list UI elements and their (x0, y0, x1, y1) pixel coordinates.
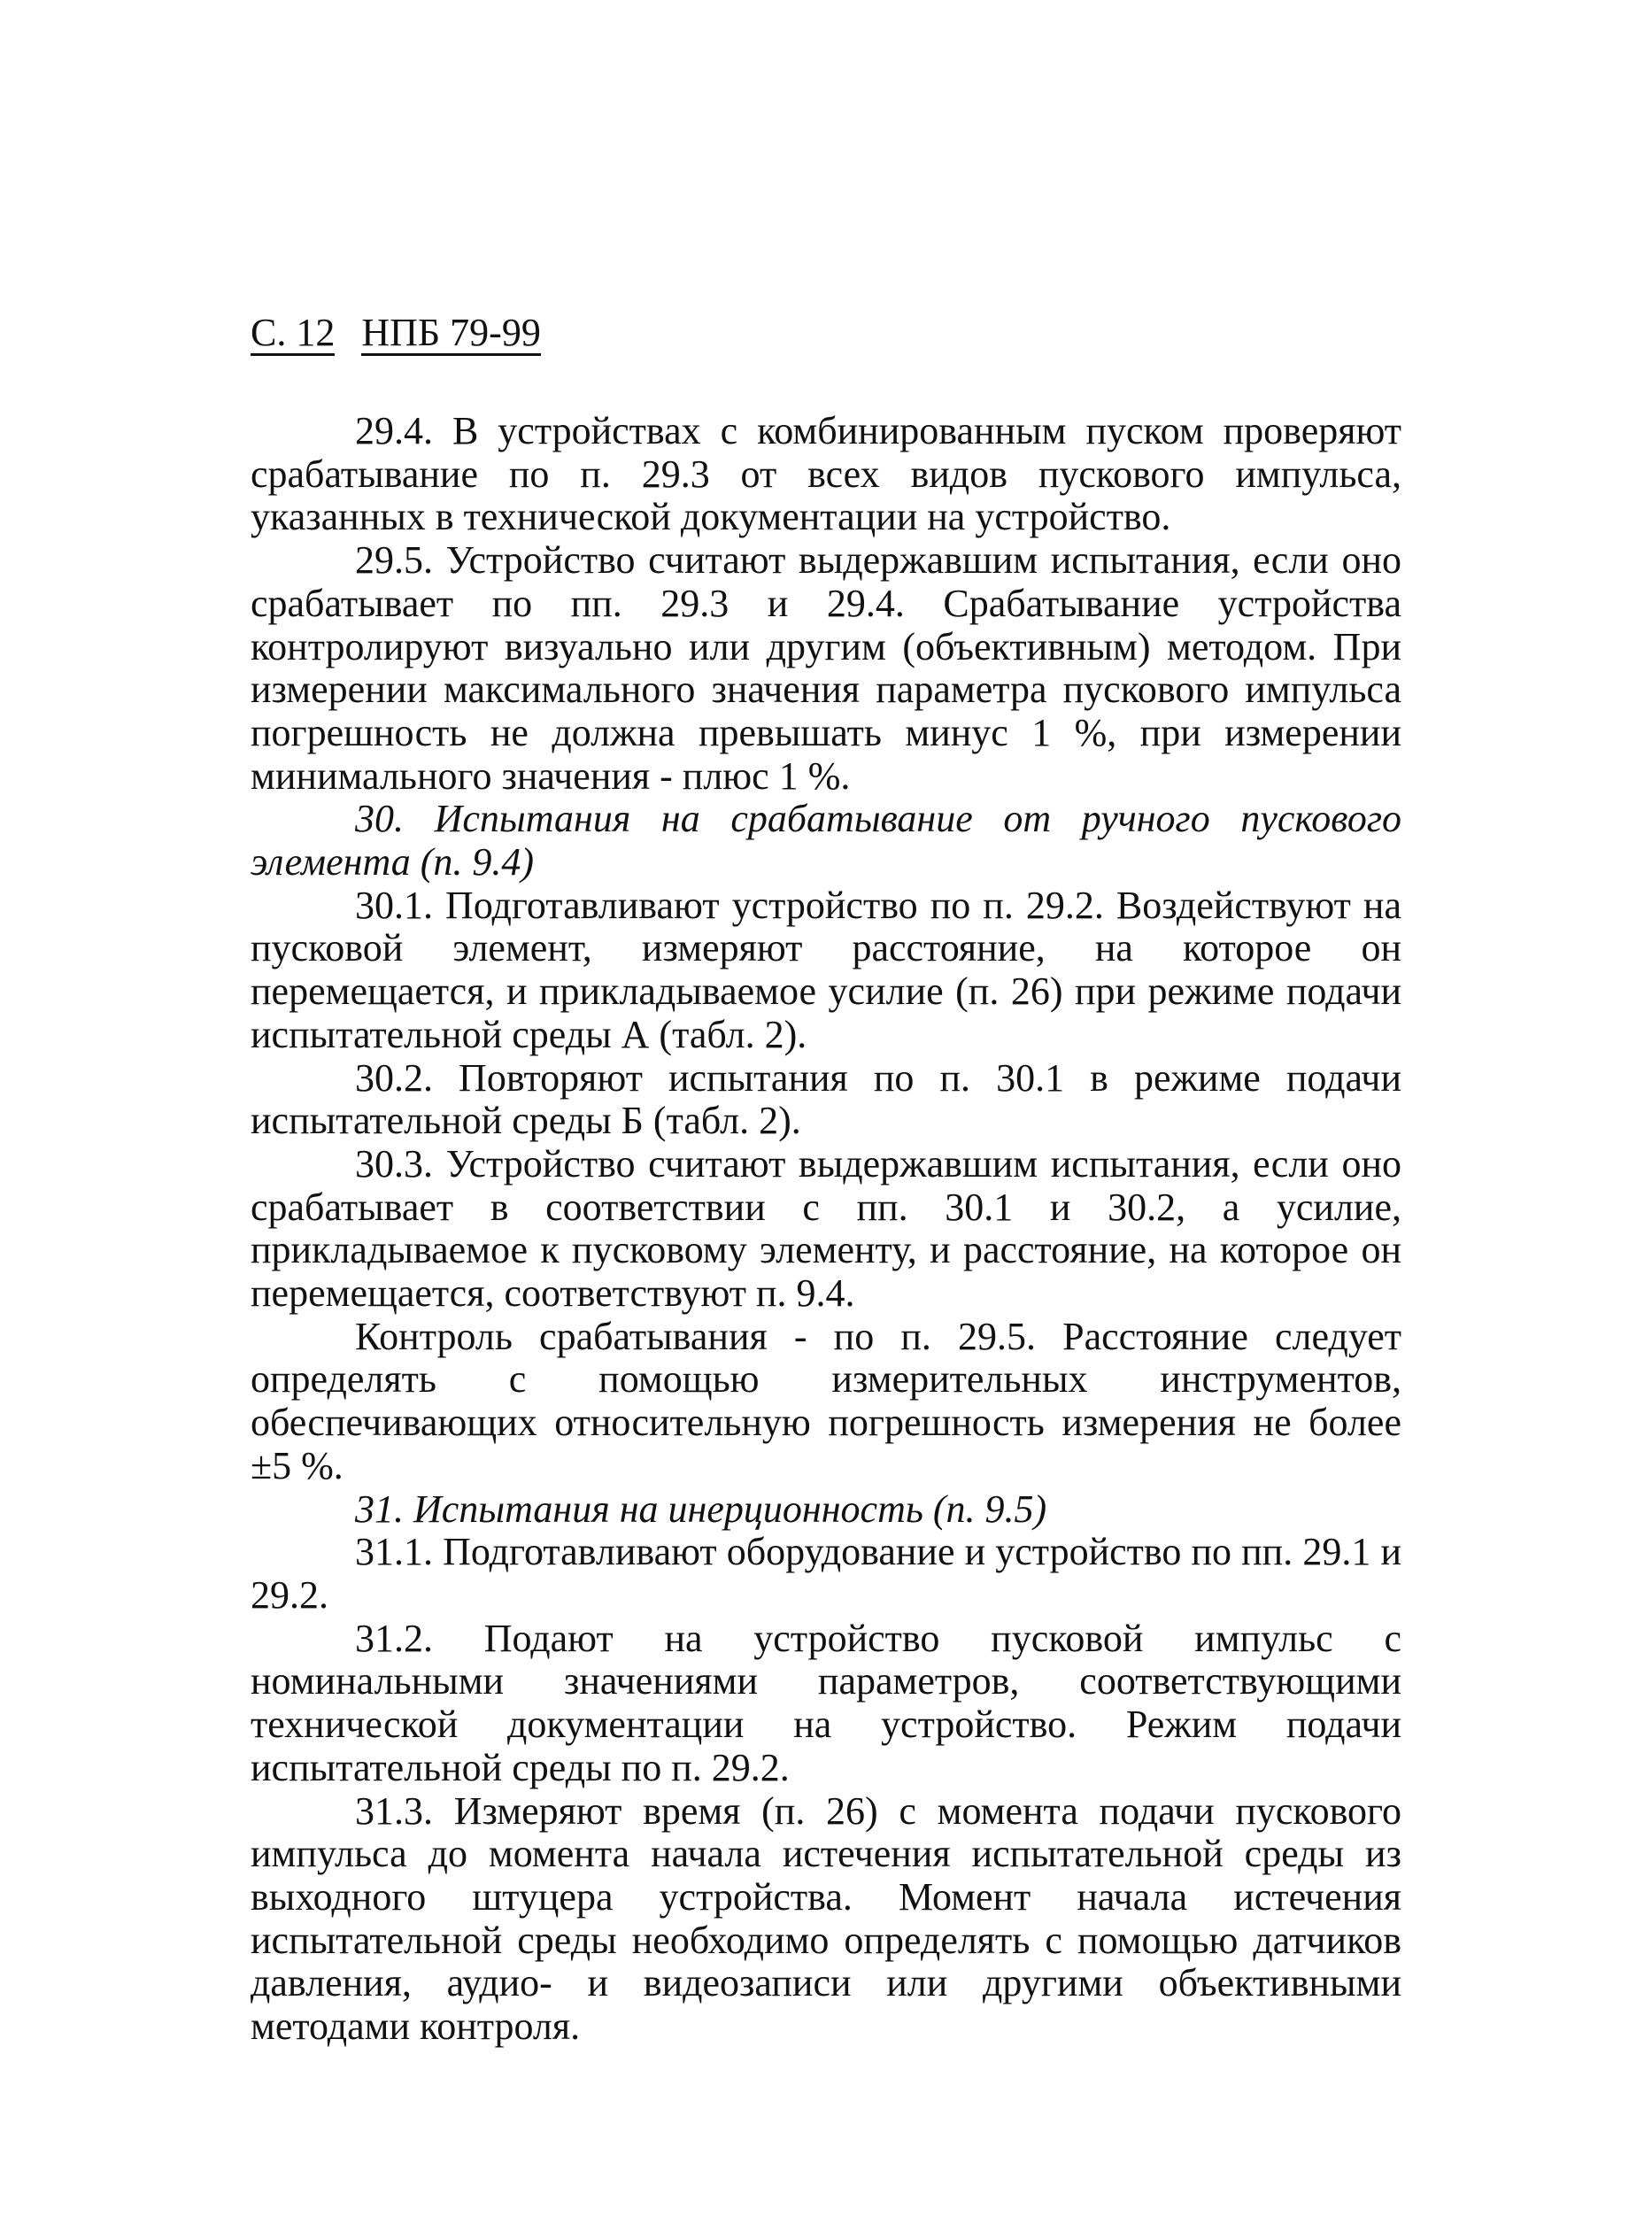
clause-29-5: 29.5. Устройство считают выдержавшим испытания, если оно срабатывает по пп. 29.3 и 29.4. Срабатывание устройства контролируют визуально или другим (объективным) методом. При измерении максимального значения параметра пускового импульса погрешность не должна превышать минус 1 %, при измерении минимального значения - плюс 1 %. (251, 538, 1401, 798)
page-number: С. 12 (251, 311, 336, 354)
section-heading-30: 30. Испытания на срабатывание от ручного пускового элемента (п. 9.4) (251, 797, 1401, 884)
clause-31-2: 31.2. Подают на устройство пусковой импульс с номинальными значениями параметров, соответствующими технической документации на устройство. Режим подачи испытательной среды по п. 29.2. (251, 1616, 1401, 1789)
clause-31-3: 31.3. Измеряют время (п. 26) с момента подачи пускового импульса до момента начала истечения испытательной среды из выходного штуцера устройства. Момент начала истечения испытательной среды необходимо определять с помощью датчиков давления, аудио- и видеозаписи или другими объективными методами контроля. (251, 1788, 1401, 2049)
document-page (251, 312, 1401, 2049)
clause-30-3-control: Контроль срабатывания - по п. 29.5. Расстояние следует определять с помощью измерительных инструментов, обеспечивающих относительную погрешность измерения не более ±5 %. (251, 1314, 1401, 1487)
clause-29-4: 29.4. В устройствах с комбинированным пуском проверяют срабатывание по п. 29.3 от всех видов пускового импульса, указанных в технической документации на устройство. (251, 409, 1401, 539)
page-header (251, 312, 1401, 356)
section-heading-31: 31. Испытания на инерционность (п. 9.5) (355, 1487, 1047, 1531)
clause-31-1: 31.1. Подготавливают оборудование и устройство по пп. 29.1 и 29.2. (251, 1530, 1401, 1617)
clause-30-1: 30.1. Подготавливают устройство по п. 29.2. Воздействуют на пусковой элемент, измеряют расстояние, на которое он перемещается, и прикладываемое усилие (п. 26) при режиме подачи испытательной среды А (табл. 2). (251, 883, 1401, 1056)
clause-30-2: 30.2. Повторяют испытания по п. 30.1 в режиме подачи испытательной среды Б (табл. 2). (251, 1055, 1401, 1143)
document-code: НПБ 79-99 (361, 311, 541, 354)
clause-30-3: 30.3. Устройство считают выдержавшим испытания, если оно срабатывает в соответствии с пп. 30.1 и 30.2, а усилие, прикладываемое к пусковому элементу, и расстояние, на которое он перемещается, соответствуют п. 9.4. (251, 1141, 1401, 1316)
